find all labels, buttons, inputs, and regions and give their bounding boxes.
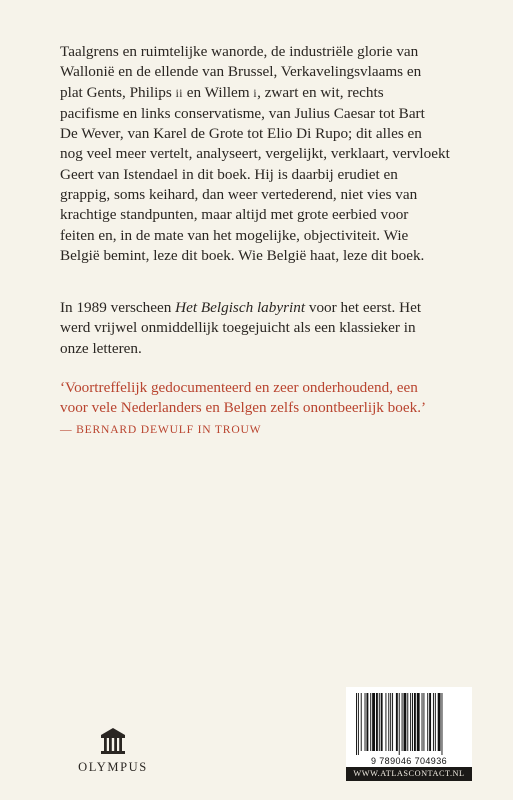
barcode-bar	[361, 693, 362, 751]
blurb-text: en Willem	[183, 83, 254, 101]
barcode-bar	[370, 693, 371, 751]
barcode-bar	[427, 693, 428, 751]
publication-line	[60, 298, 480, 318]
barcode-bar	[438, 693, 441, 751]
blurb-line: nog veel meer vertelt, analyseert, vergelijkt, verklaart, vervloekt	[60, 145, 450, 163]
barcode-bar	[417, 693, 420, 751]
blurb-line: krachtige standpunten, maar altijd met grote eerbied voor	[60, 206, 409, 224]
publisher-website[interactable]: WWW.ATLASCONTACT.NL	[346, 767, 472, 781]
blurb-paragraph	[60, 42, 480, 266]
blurb-line: Geert van Istendael in dit boek. Hij is daarbij erudiet en	[60, 165, 398, 183]
barcode-bar	[422, 693, 423, 751]
temple-columns-icon	[98, 727, 128, 757]
publisher-logo	[78, 727, 148, 775]
barcode-bar	[381, 693, 383, 751]
blurb-line: België bemint, leze dit boek. Wie België haat, leze dit boek.	[60, 246, 425, 264]
barcode-bar	[376, 693, 378, 751]
barcode-bar	[423, 693, 424, 751]
blurb-line: grappig, soms keihard, dan weer vertederend, niet vies van	[60, 186, 418, 204]
barcode-bar	[392, 693, 393, 751]
press-quote	[60, 378, 490, 440]
publication-line: onze letteren.	[60, 339, 142, 357]
barcode-bar	[399, 693, 400, 755]
blurb-text: plat Gents, Philips	[60, 83, 176, 101]
barcode-bar	[358, 693, 359, 755]
barcode-bar	[390, 693, 391, 751]
publication-line: werd vrijwel onmiddellijk toegejuicht als een klassieker in	[60, 319, 416, 337]
barcode-bar	[365, 693, 366, 751]
blurb-text: , zwart en wit, rechts	[257, 83, 384, 101]
barcode-bar	[379, 693, 380, 751]
blurb-line: pacifisme en links conservatisme, van Julius Caesar tot Bart	[60, 104, 425, 122]
quote-line: ‘Voortreffelijk gedocumenteerd en zeer onderhoudend, een	[60, 379, 418, 396]
blurb-line: De Wever, van Karel de Grote tot Elio Di Rupo; dit alles en	[60, 125, 422, 143]
quote-attribution: — BERNARD DEWULF IN TROUW	[60, 422, 262, 436]
barcode-bars	[352, 693, 466, 755]
barcode-bar	[412, 693, 413, 751]
blurb-line	[60, 83, 480, 104]
barcode-bar	[356, 693, 357, 755]
publication-paragraph	[60, 298, 480, 359]
barcode-bar	[414, 693, 416, 751]
blurb-line: Wallonië en de ellende van Brussel, Verkavelingsvlaams en	[60, 63, 422, 81]
roman-numeral: i	[253, 87, 258, 100]
roman-numeral: ii	[175, 87, 183, 100]
barcode-bar	[435, 693, 436, 751]
barcode-bar	[402, 693, 403, 751]
barcode-bar	[366, 693, 368, 751]
barcode-bar	[410, 693, 411, 751]
barcode-bar	[404, 693, 407, 751]
publication-text: voor het eerst. Het	[305, 299, 422, 316]
barcode-bar	[407, 693, 408, 751]
barcode-digits: 9 789046 704936	[370, 756, 448, 766]
barcode-bar	[372, 693, 375, 751]
barcode-bar	[388, 693, 389, 751]
publisher-name: OLYMPUS	[78, 760, 148, 774]
barcode-bar	[442, 693, 443, 755]
barcode-bar	[433, 693, 434, 751]
barcode-bar	[396, 693, 398, 751]
publication-text: In 1989 verscheen	[60, 299, 176, 316]
barcode-bar	[385, 693, 386, 751]
blurb-line: feiten en, in de mate van het mogelijke, objectiviteit. Wie	[60, 226, 409, 244]
barcode-bar	[429, 693, 431, 751]
book-title-italic: Het Belgisch labyrint	[175, 299, 306, 316]
quote-line: voor vele Nederlanders en Belgen zelfs onontbeerlijk boek.’	[60, 399, 427, 417]
blurb-line: Taalgrens en ruimtelijke wanorde, de industriële glorie van	[60, 43, 419, 60]
isbn-barcode	[346, 687, 472, 767]
